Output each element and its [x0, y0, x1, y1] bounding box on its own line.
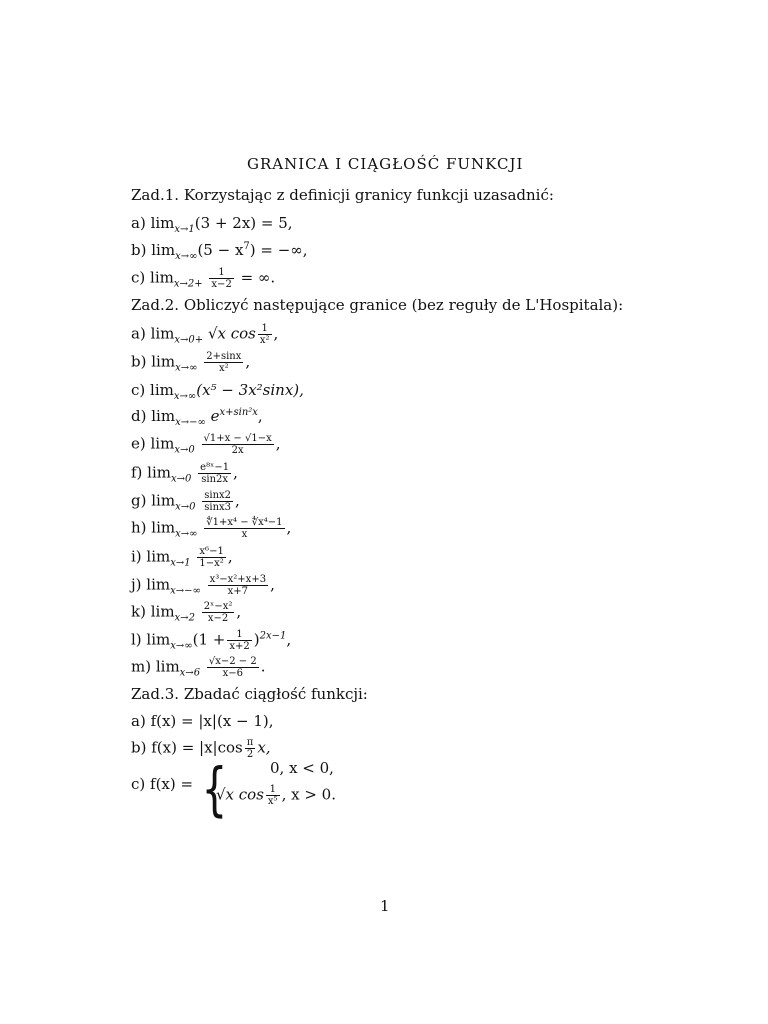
zad2-heading: Zad.2. Obliczyć następujące granice (bez reguły de L'Hospitala): — [131, 296, 624, 314]
zad2-item-a: a) $\lim_{x\to 0+} √x$ cos $\frac{1}{\text{x²}}$ , — [131, 323, 279, 346]
zad2-item-j: j) $\lim_{x\to-\infty}$ $\frac{\text{x³−x²+x+3}}{x+7}$ , — [131, 574, 275, 597]
zad3-c-piece-1: 0, x < 0, — [270, 759, 334, 777]
zad2-item-k: k) $\lim_{x\to 2}$ $\frac{\text{2ˣ−x²}}{x-2}$ , — [131, 601, 242, 624]
page-number: 1 — [380, 897, 390, 915]
zad2-item-l: l) $\lim_{x\to\infty}(1$ + $\frac{1}{x+2}$ )$^{2x-1}$, — [131, 629, 292, 652]
zad1-item-a: a) $\lim_{x\to 1}(3 + 2x) = 5$, — [131, 214, 293, 235]
zad2-item-d: d) $\lim_{x\to-\infty} e^{x+sin^2x}$, — [131, 407, 263, 428]
zad3-c-piece-2: √x cos $\frac{1}{\text{x⁵}}$ , x > 0. — [216, 784, 336, 807]
page-title: GRANICA I CIĄGŁOŚĆ FUNKCJI — [247, 155, 524, 173]
left-brace: { — [201, 755, 228, 823]
zad1-item-b: b) $\lim_{x\to\infty}(5 - x^7)$ = −∞, — [131, 241, 308, 262]
zad2-item-g: g) $\lim_{x\to 0}$ $\frac{\sin x2}{\sin x3}$ , — [131, 490, 240, 513]
zad2-item-m: m) $\lim_{x\to 6}$ $\frac{√x-2 - 2}{x-6}$ . — [131, 656, 266, 679]
zad2-item-c: c) $\lim_{x\to\infty}(x^5 - 3x^2\sin x)$, — [131, 381, 304, 402]
zad1-heading: Zad.1. Korzystając z definicji granicy funkcji uzasadnić: — [131, 186, 554, 204]
zad3-heading: Zad.3. Zbadać ciągłość funkcji: — [131, 685, 368, 703]
zad2-item-i: i) $\lim_{x\to 1}$ $\frac{\text{x⁶−1}}{\text{1−x²}}$ , — [131, 546, 233, 569]
zad1-item-c: c) $\lim_{x\to 2+}$ $\frac{1}{x-2}$ = ∞. — [131, 267, 276, 290]
zad3-item-a: a) f(x) = |x|(x − 1), — [131, 712, 274, 730]
zad2-item-e: e) $\lim_{x\to 0}$ $\frac{√1+x - √1-x}{2x}$ , — [131, 433, 281, 456]
zad2-item-h: h) $\lim_{x\to\infty}$ $\frac{\text{∜1+x⁴ − ∜x⁴−1}}{x}$ , — [131, 517, 292, 540]
zad2-item-b: b) $\lim_{x\to\infty}$ $\frac{2+\sin x}{\text{x²}}$ , — [131, 351, 251, 374]
zad3-item-b: b) f(x) = |x|cos $\frac{\pi}{2}$ x, — [131, 737, 271, 760]
zad3-item-c-label: c) f(x) = — [131, 775, 194, 793]
zad2-item-f: f) $\lim_{x\to 0}$ $\frac{\text{e⁸ˣ−1}}{\sin 2x}$ , — [131, 462, 238, 485]
